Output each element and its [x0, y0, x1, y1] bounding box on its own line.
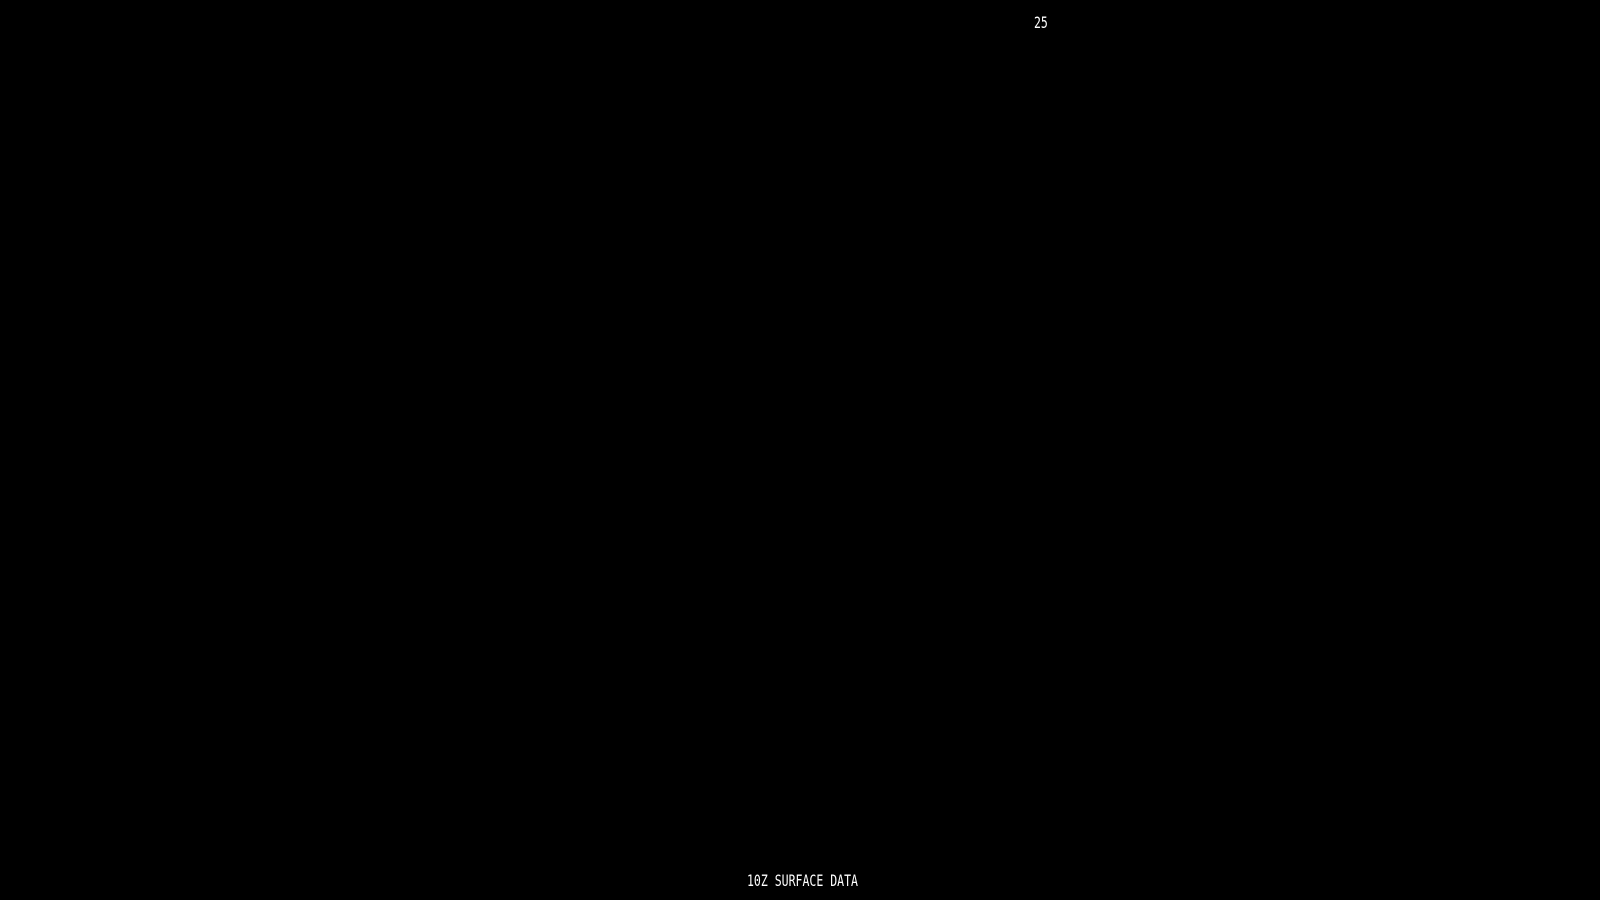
station-data-value: 25 [1034, 13, 1048, 32]
plot-caption: 10Z SURFACE DATA [747, 871, 858, 890]
